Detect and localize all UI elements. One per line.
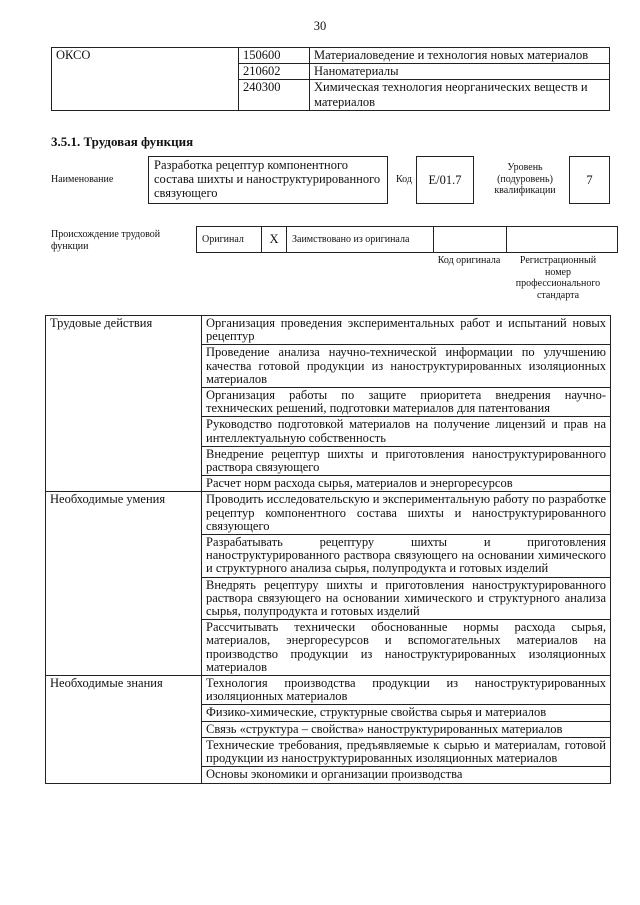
table-row — [46, 676, 611, 705]
section-title: 3.5.1. Трудовая функция — [51, 134, 194, 149]
origin-borrowed-label: Заимствовано из оригинала — [287, 227, 434, 253]
item-cell: Разрабатывать рецептуру шихты и приготовления наноструктурированного раствора связующего на основании химического и структурного анализа сырья, полупродукта и готовых изделий — [202, 535, 611, 578]
item-cell: Организация проведения экспериментальных работ и испытаний новых рецептур — [202, 316, 611, 345]
okso-code: 150600 — [239, 48, 310, 64]
origin-mark: X — [262, 227, 287, 253]
okso-table — [51, 47, 610, 111]
table-row — [46, 316, 611, 345]
okso-label: ОКСО — [52, 48, 239, 111]
item-cell: Проводить исследовательскую и экспериментальную работу по разработке рецептур компонентного состава шихты и наноструктурированного связующего — [202, 492, 611, 535]
item-cell: Технические требования, предъявляемые к сырью и материалам, готовой продукции из наноструктурированных изоляционных материалов — [202, 737, 611, 766]
registration-number-caption: Регистрационный номер профессионального стандарта — [515, 255, 601, 301]
category-cell: Необходимые знания — [46, 676, 202, 783]
item-cell: Основы экономики и организации производства — [202, 767, 611, 783]
original-code-caption: Код оригинала — [437, 255, 501, 266]
item-cell: Организация работы по защите приоритета внедрения научно-технических решений, подготовки материалов для патентования — [202, 388, 611, 417]
item-cell: Проведение анализа научно-технической информации по улучшению качества готовой продукции из наноструктурированных изоляционных материалов — [202, 345, 611, 388]
origin-original-label: Оригинал — [197, 227, 262, 253]
okso-name: Наноматериалы — [310, 64, 610, 80]
okso-code: 240300 — [239, 80, 310, 111]
origin-code-cell — [434, 227, 507, 253]
okso-name: Химическая технология неорганических веществ и материалов — [310, 80, 610, 111]
okso-name: Материаловедение и технология новых материалов — [310, 48, 610, 64]
item-cell: Связь «структура – свойства» наноструктурированных материалов — [202, 721, 611, 737]
item-cell: Рассчитывать технически обоснованные нормы расхода сырья, материалов, энергоресурсов и вспомогательных материалов на производство продукции из наноструктурированных изоляционных материалов — [202, 620, 611, 676]
page-number: 30 — [313, 19, 327, 33]
origin-table — [196, 226, 618, 253]
code-label: Код — [396, 174, 412, 185]
okso-row — [52, 48, 610, 64]
item-cell: Внедрение рецептур шихты и приготовления наноструктурированного раствора связующего — [202, 446, 611, 475]
item-cell: Физико-химические, структурные свойства сырья и материалов — [202, 705, 611, 721]
level-label: Уровень (подуровень) квалификации — [494, 162, 556, 196]
function-code: E/01.7 — [416, 156, 474, 204]
qualification-level: 7 — [569, 156, 610, 204]
item-cell: Технология производства продукции из наноструктурированных изоляционных материалов — [202, 676, 611, 705]
category-cell: Необходимые умения — [46, 492, 202, 676]
function-details-table — [45, 315, 611, 784]
origin-label: Происхождение трудовой функции — [51, 229, 161, 252]
origin-reg-cell — [507, 227, 618, 253]
item-cell: Внедрять рецептуру шихты и приготовления наноструктурированного раствора связующего на основании химического и структурного анализа сырья, полупродукта и готовых изделий — [202, 577, 611, 620]
item-cell: Руководство подготовкой материалов на получение лицензий и прав на интеллектуальную собственность — [202, 417, 611, 446]
item-cell: Расчет норм расхода сырья, материалов и энергоресурсов — [202, 476, 611, 492]
okso-code: 210602 — [239, 64, 310, 80]
name-label: Наименование — [51, 174, 114, 185]
table-row — [46, 492, 611, 535]
category-cell: Трудовые действия — [46, 316, 202, 492]
function-name: Разработка рецептур компонентного состава шихты и наноструктурированного связующего — [148, 156, 388, 204]
